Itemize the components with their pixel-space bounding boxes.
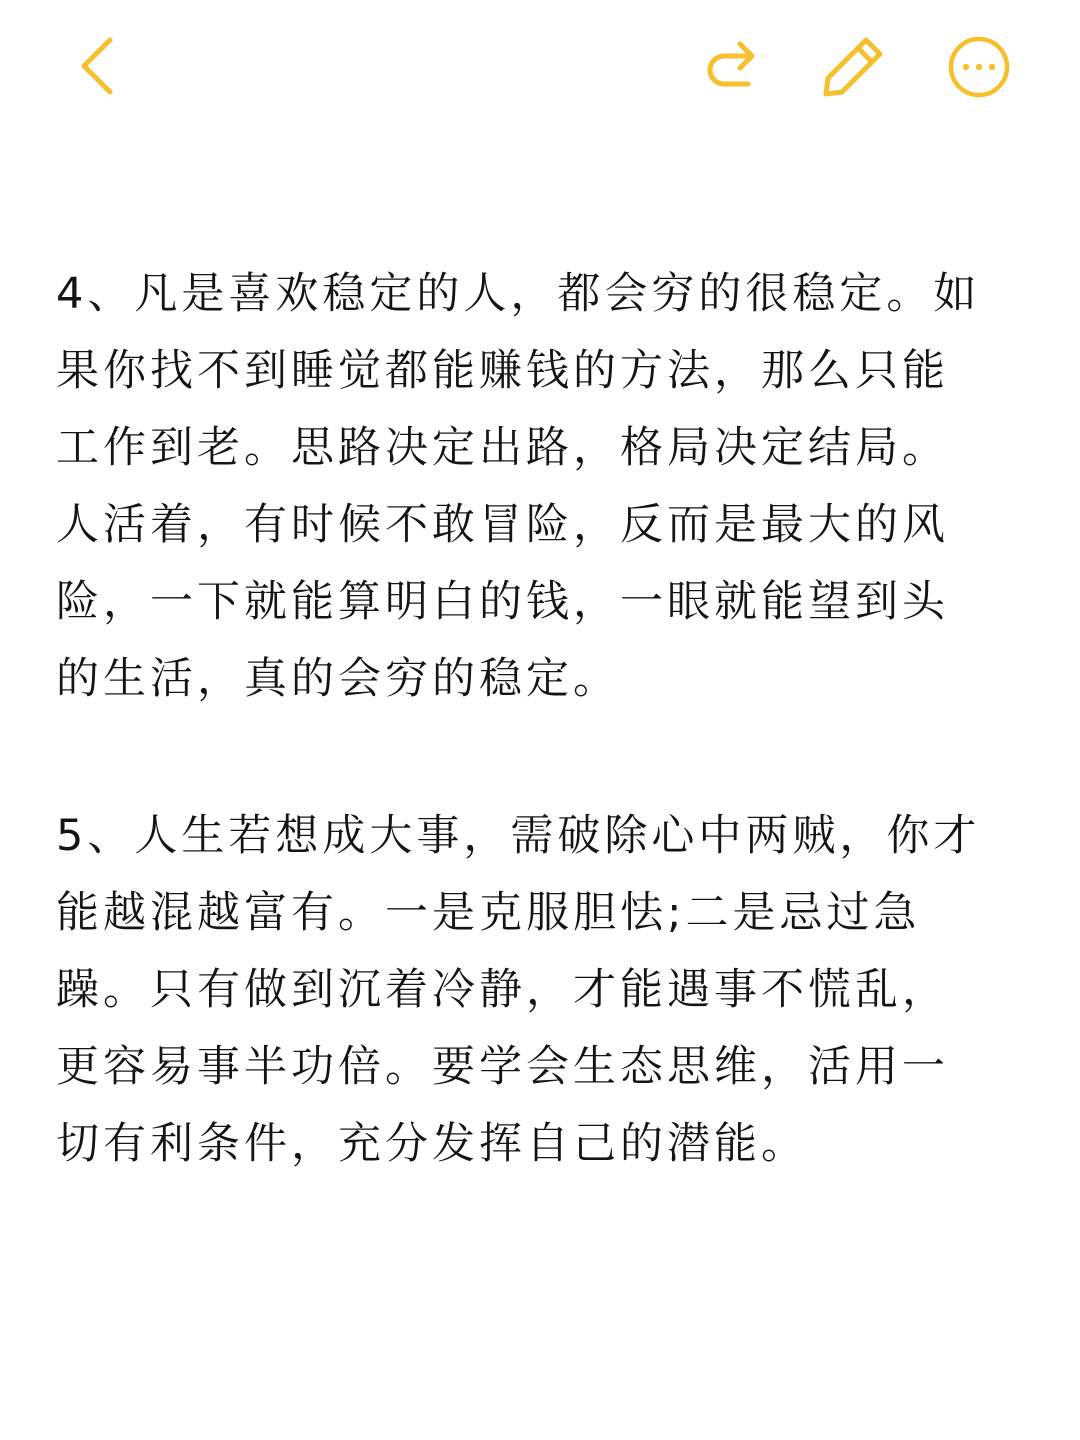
note-line: 躁。只有做到沉着冷静，才能遇事不慌乱， (56, 965, 949, 1015)
note-line: 能越混越富有。一是克服胆怯;二是忌过急 (56, 888, 921, 938)
note-paragraph-5 (56, 798, 1046, 1183)
note-content (56, 256, 1046, 1183)
note-line: 险，一下就能算明白的钱，一眼就能望到头 (56, 577, 949, 627)
share-button[interactable] (700, 34, 764, 98)
note-line: 4、凡是喜欢稳定的人，都会穷的很稳定。如 (56, 269, 981, 319)
note-line: 的生活，真的会穷的稳定。 (56, 654, 620, 704)
pencil-icon (820, 32, 888, 100)
note-line: 5、人生若想成大事，需破除心中两贼，你才 (56, 811, 981, 861)
edit-button[interactable] (820, 32, 888, 100)
note-line: 工作到老。思路决定出路，格局决定结局。 (56, 423, 949, 473)
note-line: 人活着，有时候不敢冒险，反而是最大的风 (56, 500, 949, 550)
note-line: 更容易事半功倍。要学会生态思维，活用一 (56, 1042, 949, 1092)
chevron-left-icon (68, 32, 128, 100)
top-toolbar (0, 0, 1080, 140)
more-button[interactable] (946, 34, 1012, 100)
note-paragraph-4 (56, 256, 1046, 718)
note-line: 切有利条件，充分发挥自己的潜能。 (56, 1119, 808, 1169)
more-ellipsis-icon (946, 34, 1012, 100)
note-line: 果你找不到睡觉都能赚钱的方法，那么只能 (56, 346, 949, 396)
back-button[interactable] (68, 32, 128, 100)
share-redo-icon (700, 34, 764, 98)
